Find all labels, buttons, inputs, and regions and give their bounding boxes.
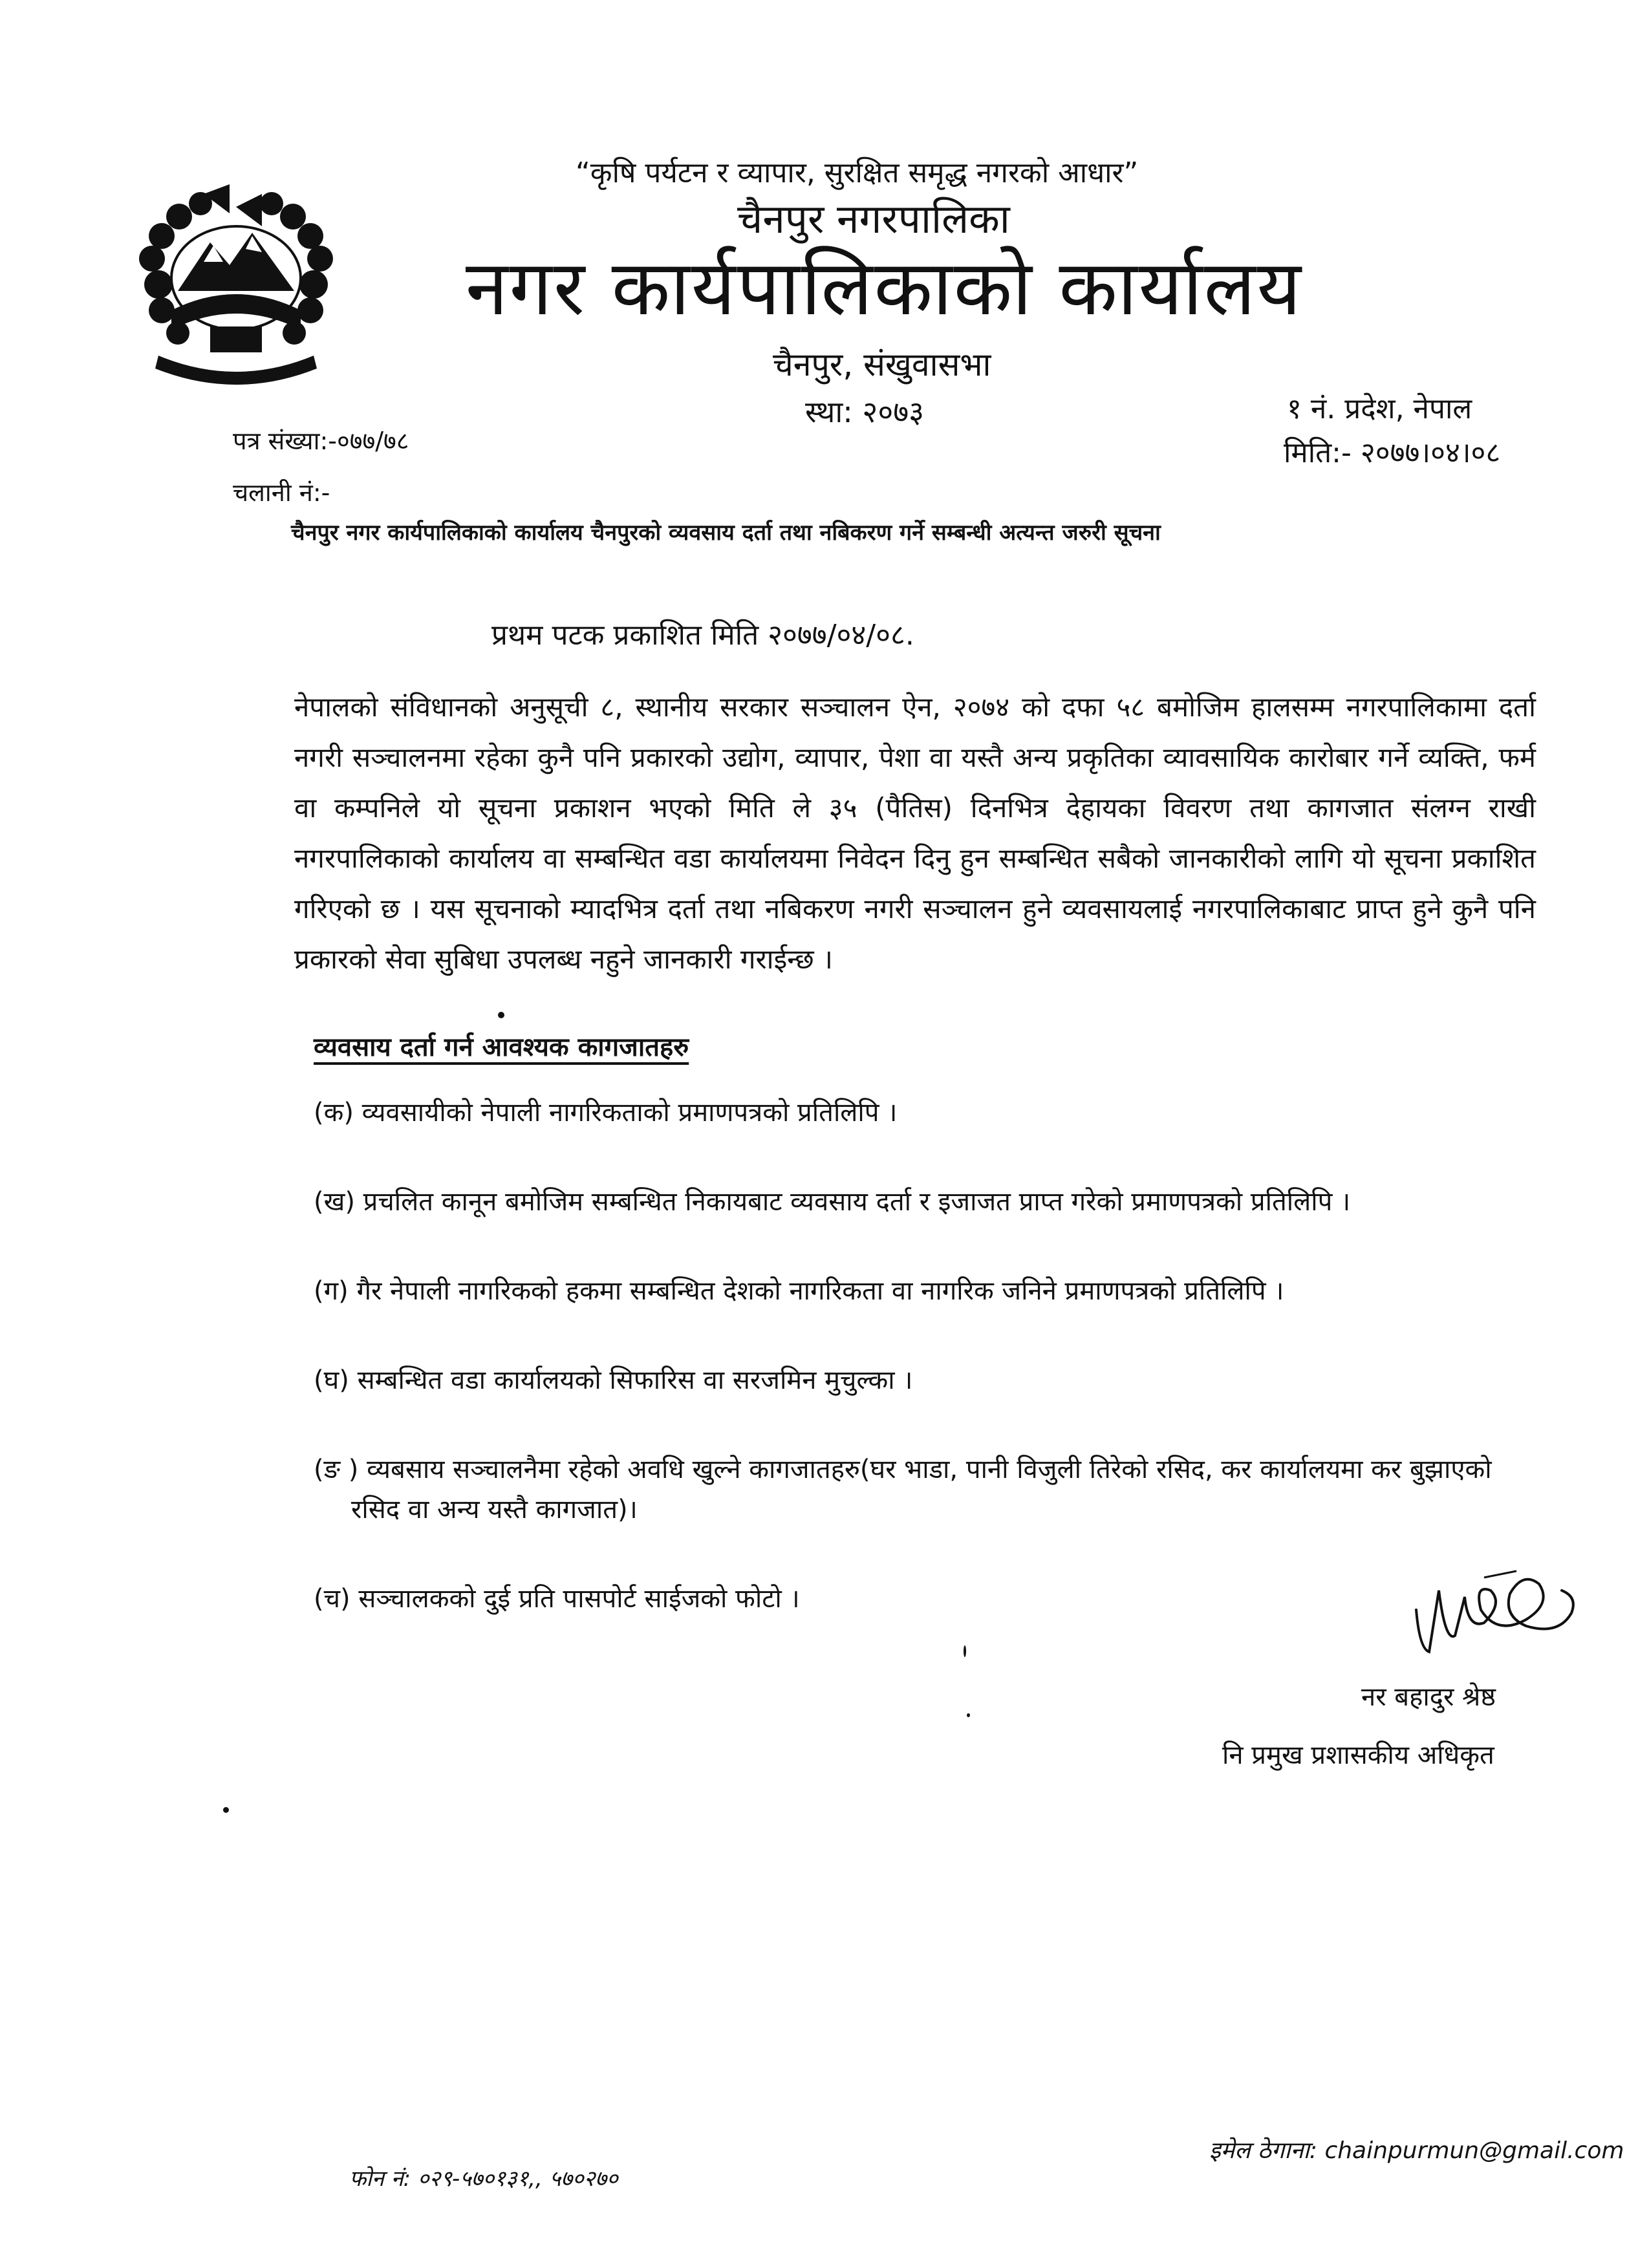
requirements-list xyxy=(314,1093,1516,1668)
province: १ नं. प्रदेश, नेपाल xyxy=(1287,392,1472,425)
footer-phone: फोन नं: ०२९-५७०१३१,, ५७०२७० xyxy=(349,2166,618,2192)
list-item: (च) सञ्चालकको दुई प्रति पासपोर्ट साईजको फोटो । xyxy=(314,1584,800,1614)
dispatch-number: चलानी नं:- xyxy=(233,478,330,507)
published-date: प्रथम पटक प्रकाशित मिति २०७७/०४/०८. xyxy=(491,619,914,652)
signatory-title: नि प्रमुख प्रशासकीय अधिकृत xyxy=(1222,1740,1494,1770)
notice-subject: चैनपुर नगर कार्यपालिकाको कार्यालय चैनपुरको व्यवसाय दर्ता तथा नबिकरण गर्ने सम्बन्धी अत्यन्त जरुरी सूचना xyxy=(291,520,1161,546)
signatory-name: नर बहादुर श्रेष्ठ xyxy=(1361,1682,1496,1712)
scan-speck xyxy=(498,1012,504,1018)
municipality-name: चैनपुर नगरपालिका xyxy=(737,195,1010,242)
scan-speck xyxy=(223,1807,229,1813)
office-address: चैनपुर, संखुवासभा xyxy=(773,346,991,383)
notice-body: नेपालको संविधानको अनुसूची ८, स्थानीय सरकार सञ्चालन ऐन, २०७४ को दफा ५८ बमोजिम हालसम्म नगरपालिकामा दर्ता नगरी सञ्चालनमा रहेका कुनै पनि प्रकारको उद्योग, व्यापार, पेशा वा यस्तै अन्य प्रकृतिका व्यावसायिक कारोबार गर्ने व्यक्ति, फर्म वा कम्पनिले यो सूचना प्रकाशन भएको मिति ले ३५ (पैतिस) दिनभित्र देहायका विवरण तथा कागजात संलग्न राखी नगरपालिकाको कार्यालय वा सम्बन्धित वडा कार्यालयमा निवेदन दिनु हुन सम्बन्धित सबैको जानकारीको लागि यो सूचना प्रकाशित गरिएको छ । यस सूचनाको म्यादभित्र दर्ता तथा नबिकरण नगरी सञ्चालन हुने व्यवसायलाई नगरपालिकाबाट प्राप्त हुने कुनै पनि प्रकारको सेवा सुबिधा उपलब्ध नहुने जानकारी गराईन्छ । xyxy=(294,691,1536,975)
scan-speck xyxy=(967,1713,970,1717)
signature xyxy=(1406,1565,1581,1662)
nepal-emblem-icon xyxy=(133,181,339,394)
established-year: स्था: २०७३ xyxy=(805,394,925,429)
letter-number: पत्र संख्या:-०७७/७८ xyxy=(233,427,409,455)
scan-speck xyxy=(964,1645,966,1657)
list-item: (घ) सम्बन्धित वडा कार्यालयको सिफारिस वा सरजमिन मुचुल्का । xyxy=(314,1365,913,1395)
list-item: (ख) प्रचलित कानून बमोजिम सम्बन्धित निकायबाट व्यवसाय दर्ता र इजाजत प्राप्त गरेको प्रमाणपत्रको प्रतिलिपि । xyxy=(314,1187,1351,1217)
list-item: (ग) गैर नेपाली नागरिकको हकमा सम्बन्धित देशको नागरिकता वा नागरिक जनिने प्रमाणपत्रको प्रतिलिपि । xyxy=(314,1276,1284,1306)
list-item: (ङ ) व्यबसाय सञ्चालनैमा रहेको अवधि खुल्ने कागजातहरु(घर भाडा, पानी विजुली तिरेको रसिद, कर कार्यालयमा कर बुझाएको रसिद वा अन्य यस्तै कागजात)। xyxy=(314,1455,1492,1524)
list-item: (क) व्यवसायीको नेपाली नागरिकताको प्रमाणपत्रको प्रतिलिपि । xyxy=(314,1098,898,1128)
svg-text:———: ——— xyxy=(222,364,250,374)
letter-date: मिति:- २०७७।०४।०८ xyxy=(1284,436,1501,469)
motto: “कृषि पर्यटन र व्यापार, सुरक्षित समृद्ध नगरको आधार” xyxy=(576,156,1139,189)
office-title: नगर कार्यपालिकाको कार्यालय xyxy=(466,243,1302,332)
footer-email: इमेल ठेगाना: chainpurmun@gmail.com xyxy=(1209,2137,1624,2164)
requirements-heading: व्यवसाय दर्ता गर्न आवश्यक कागजातहरु xyxy=(314,1032,689,1062)
